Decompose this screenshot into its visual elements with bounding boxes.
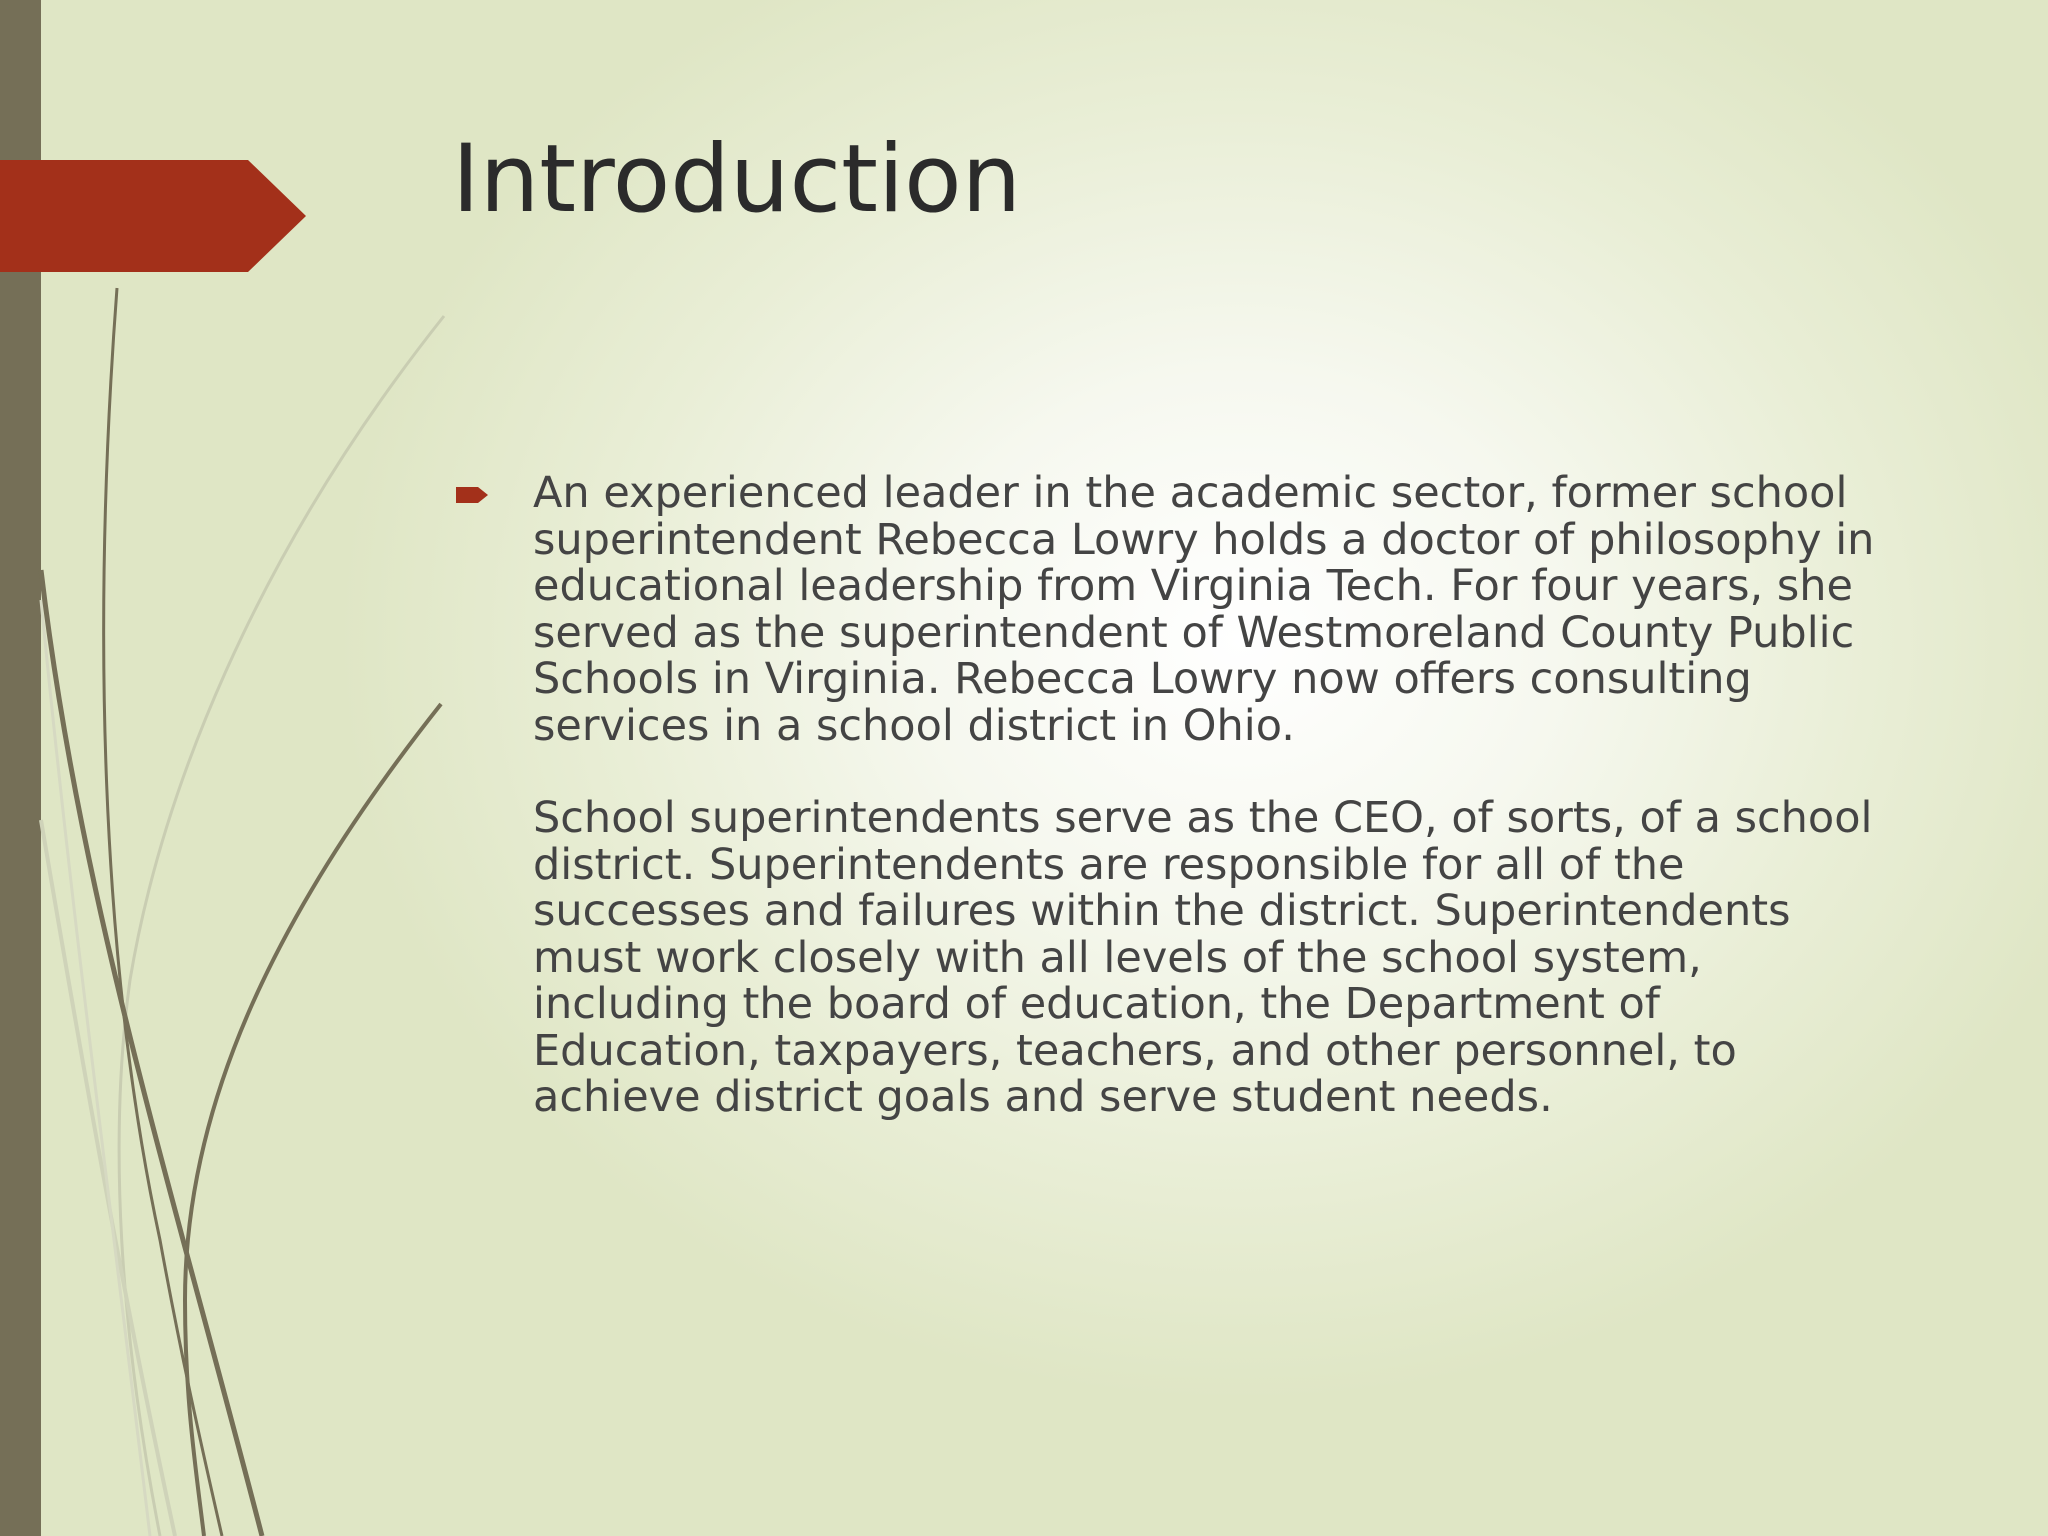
red-arrow-banner — [0, 160, 306, 272]
body-paragraph-1: An experienced leader in the academic sector, former school superintendent Rebecca Lowry holds a doctor of philosophy in educational leadership from Virginia Tech. For four years, she served as the superintendent of Westmoreland County Public Schools in Virginia. Rebecca Lowry now offers consulting services in a school district in Ohio. — [533, 468, 1875, 751]
arrow-bullet-icon — [456, 484, 492, 506]
slide-body — [456, 470, 1896, 1121]
body-paragraph-2: School superintendents serve as the CEO, of sorts, of a school district. Superintendents are responsible for all of the successes and failures within the district. Superintendents must work closely with all levels of the school system, including the board of education, the Department of Education, taxpayers, teachers, and other personnel, to achieve district goals and serve student needs. — [533, 793, 1873, 1122]
slide-title: Introduction — [452, 125, 1022, 234]
bullet-item — [456, 470, 1896, 1121]
